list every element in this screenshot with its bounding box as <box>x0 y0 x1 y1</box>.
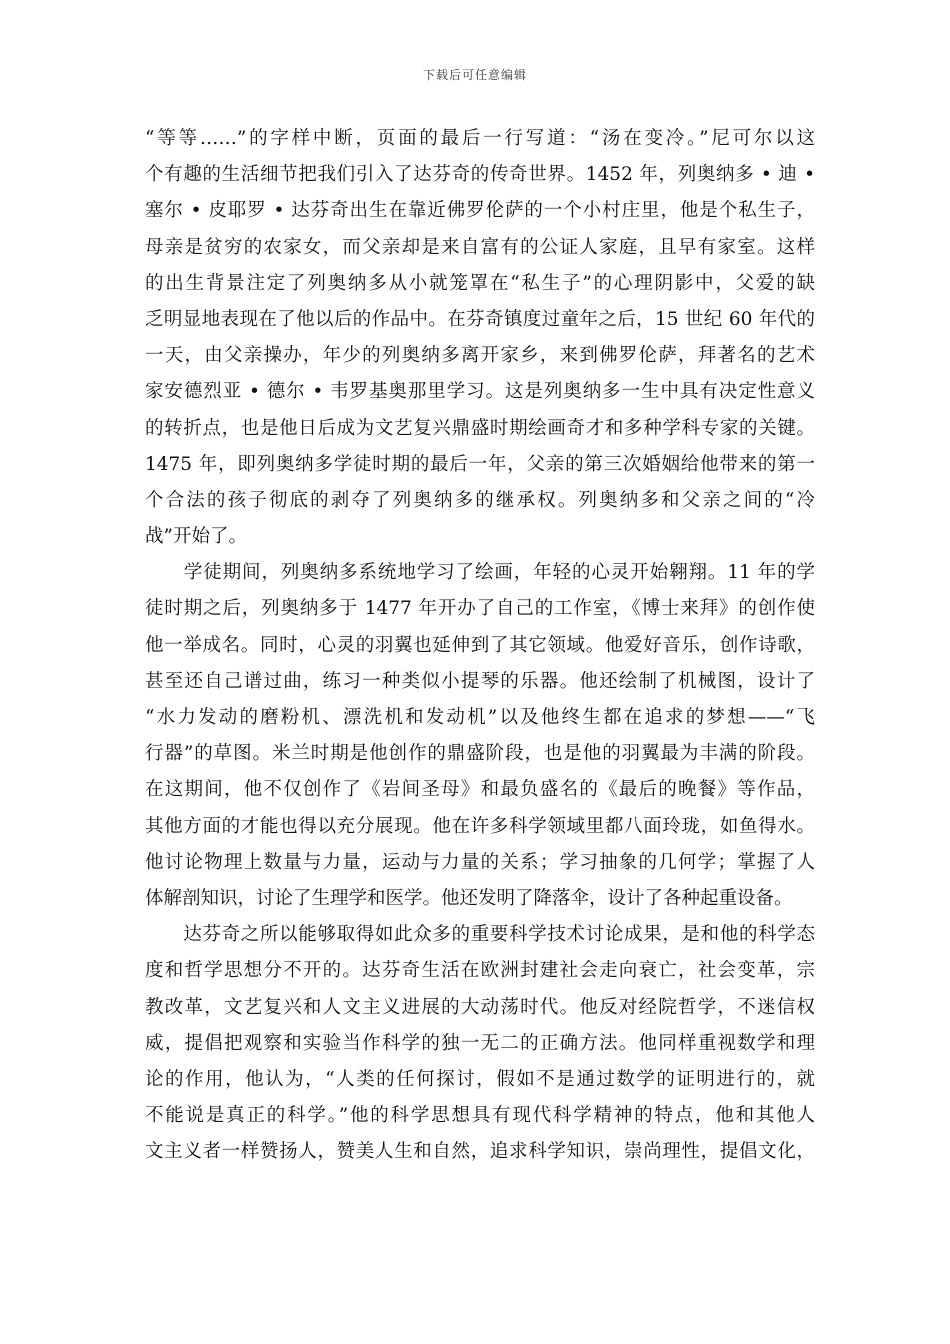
text-line: 威，提倡把观察和实验当作科学的独一无二的正确方法。他同样重视数学和理 <box>145 1032 815 1054</box>
text-line: 一天，由父亲操办，年少的列奥纳多离开家乡，来到佛罗伦萨，拜著名的艺术 <box>145 345 815 367</box>
text-line: 个合法的孩子彻底的剥夺了列奥纳多的继承权。列奥纳多和父亲之间的“冷 <box>145 489 815 511</box>
text-line: 体解剖知识，讨论了生理学和医学。他还发明了降落伞，设计了各种起重设备。 <box>145 887 793 909</box>
text-line: “等等……”的字样中断，页面的最后一行写道：“汤在变冷。”尼可尔以这 <box>145 128 815 149</box>
body-text <box>145 121 815 1170</box>
text-line: “水力发动的磨粉机、漂洗机和发动机”以及他终生都在追求的梦想——“飞 <box>145 707 815 728</box>
text-line: 的转折点，也是他日后成为文艺复兴鼎盛时期绘画奇才和多种学科专家的关键。 <box>145 417 815 439</box>
page-header: 下载后可任意编辑 <box>422 68 527 82</box>
text-line: 论的作用，他认为，“人类的任何探讨，假如不是通过数学的证明进行的，就 <box>145 1068 815 1090</box>
text-line: 乏明显地表现在了他以后的作品中。在芬奇镇度过童年之后，15 世纪 60 年代的 <box>145 308 815 330</box>
text-line: 学徒期间，列奥纳多系统地学习了绘画，年轻的心灵开始翱翔。11 年的学 <box>145 562 815 584</box>
text-line: 其他方面的才能也得以充分展现。他在许多科学领域里都八面玲珑，如鱼得水。 <box>145 815 815 837</box>
text-line: 行器”的草图。米兰时期是他创作的鼎盛阶段，也是他的羽翼最为丰满的阶段。 <box>145 743 815 765</box>
text-line: 他一举成名。同时，心灵的羽翼也延伸到了其它领域。他爱好音乐，创作诗歌， <box>145 634 815 656</box>
text-line: 家安德烈亚 • 德尔 • 韦罗基奥那里学习。这是列奥纳多一生中具有决定性意义 <box>145 381 815 403</box>
text-line: 1475 年，即列奥纳多学徒时期的最后一年，父亲的第三次婚姻给他带来的第一 <box>145 453 815 475</box>
text-line: 甚至还自己谱过曲，练习一种类似小提琴的乐器。他还绘制了机械图，设计了 <box>145 670 815 692</box>
text-line: 塞尔 • 皮耶罗 • 达芬奇出生在靠近佛罗伦萨的一个小村庄里，他是个私生子， <box>145 200 815 222</box>
text-line: 达芬奇之所以能够取得如此众多的重要科学技术讨论成果，是和他的科学态 <box>145 924 815 946</box>
text-line: 不能说是真正的科学。”他的科学思想具有现代科学精神的特点，他和其他人 <box>145 1105 815 1127</box>
text-line: 战”开始了。 <box>145 526 247 548</box>
text-line: 度和哲学思想分不开的。达芬奇生活在欧洲封建社会走向衰亡，社会变革，宗 <box>145 960 815 982</box>
text-line: 他讨论物理上数量与力量，运动与力量的关系；学习抽象的几何学；掌握了人 <box>145 851 815 873</box>
text-line: 文主义者一样赞扬人，赞美人生和自然，追求科学知识，崇尚理性，提倡文化， <box>145 1141 815 1163</box>
text-line: 的出生背景注定了列奥纳多从小就笼罩在“私生子”的心理阴影中，父爱的缺 <box>145 272 815 294</box>
text-line: 教改革，文艺复兴和人文主义进展的大动荡时代。他反对经院哲学，不迷信权 <box>145 996 815 1018</box>
text-line: 母亲是贫穷的农家女，而父亲却是来自富有的公证人家庭，且早有家室。这样 <box>145 236 815 258</box>
text-line: 徒时期之后，列奥纳多于 1477 年开办了自己的工作室，《博士来拜》的创作使 <box>145 598 815 620</box>
text-line: 个有趣的生活细节把我们引入了达芬奇的传奇世界。1452 年，列奥纳多 • 迪 • <box>145 164 815 186</box>
text-line: 在这期间，他不仅创作了《岩间圣母》和最负盛名的《最后的晚餐》等作品， <box>145 779 815 801</box>
